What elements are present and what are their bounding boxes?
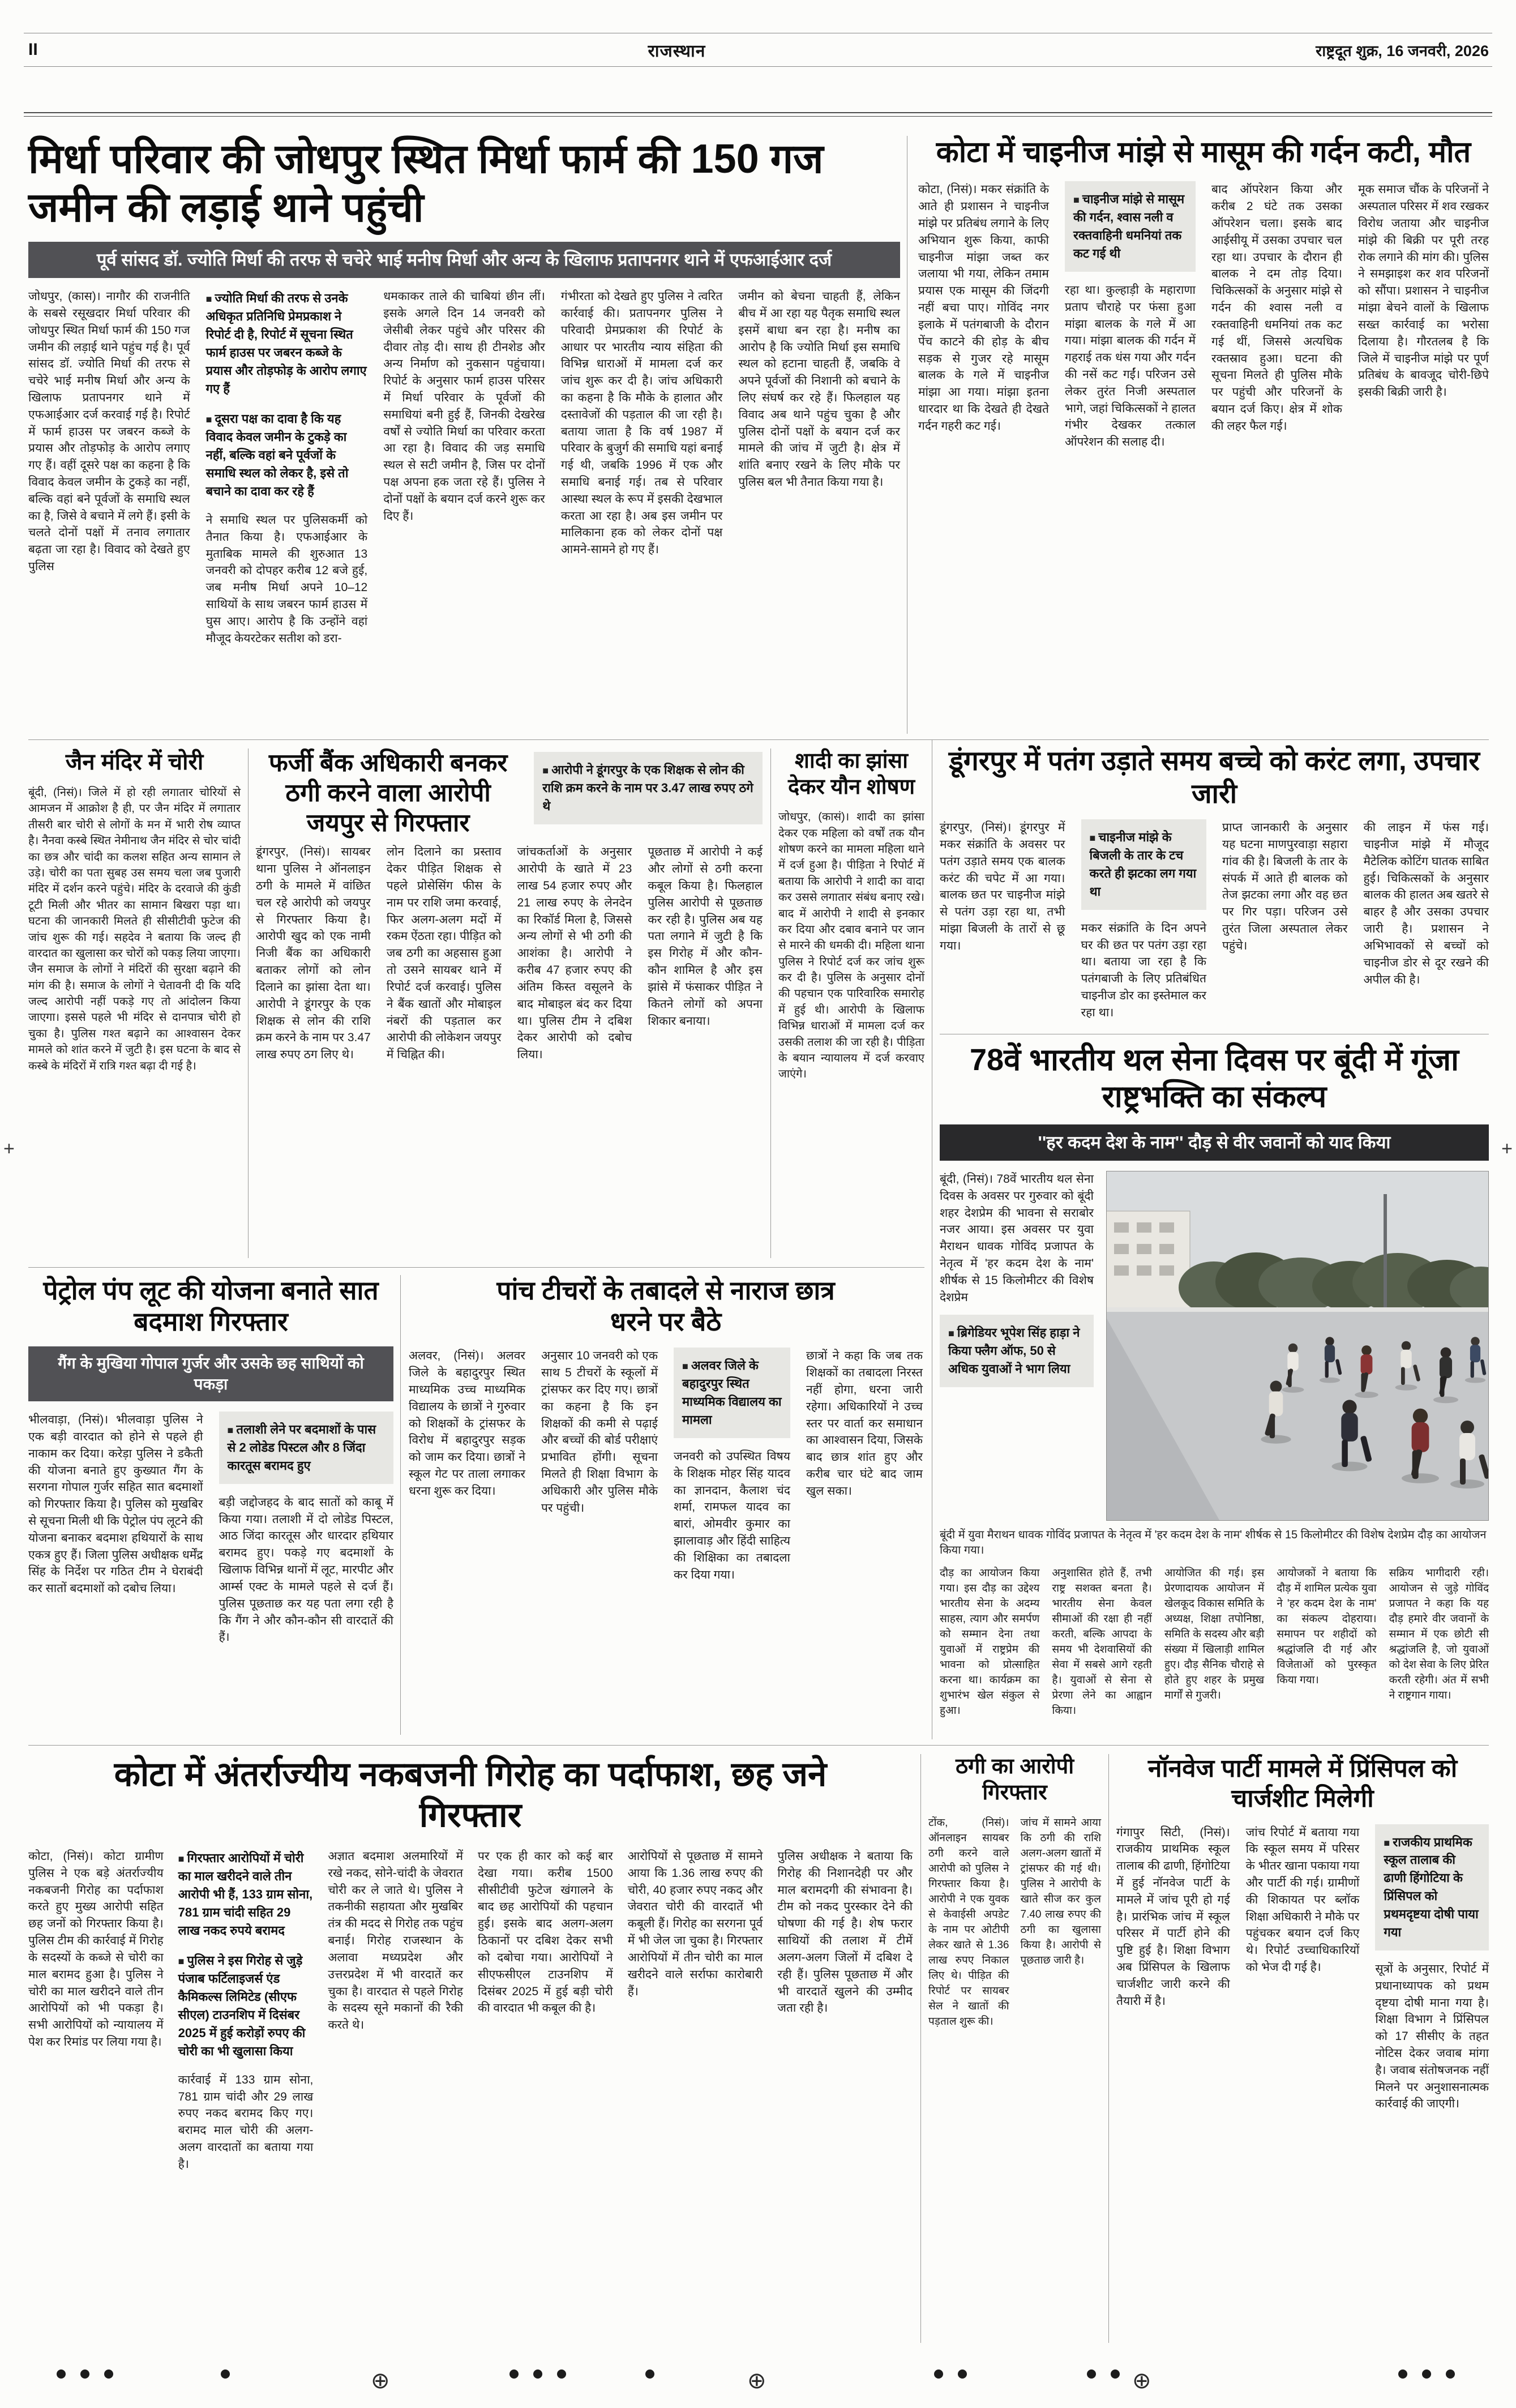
article-fake-bank-officer [256, 749, 763, 1217]
article-kota-manjha [918, 135, 1489, 679]
print-mark-dots [57, 2369, 113, 2379]
petrol-headline: पेट्रोल पंप लूट की योजना बनाते सात बदमाश गिरफ्तार [43, 1276, 379, 1337]
mirdha-bullet-2: ■ दूसरा पक्ष का दावा है कि यह विवाद केवल जमीन के टुकड़े का नहीं, बल्कि वहां बने पूर्वजों के समाधि स्थल को लेकर है, इसे तो बचाने का दावा कर रहे हैं [206, 409, 368, 500]
kota-col-3: बाद ऑपरेशन किया और करीब 2 घंटे तक उसका ऑपरेशन चला। इसके बाद आईसीयू में उसका उपचार चल रहा था। उपचार के दौरान ही बालक ने दम तोड़ दिया। चिकित्सकों के अनुसार मांझे से गर्दन की श्वास नली व रक्तवाहिनी धमनियां तक कट गई थीं, जिससे अत्यधिक रक्तस्राव हुआ। घटना की सूचना मिलते ही पुलिस मौके पर पहुंची और परिजनों के बयान दर्ज किए। क्षेत्र में शोक की लहर फैल गई। [1211, 183, 1342, 433]
mirdha-col-2: ■ ज्योति मिर्धा की तरफ से उनके अधिकृत प्रतिनिधि प्रेमप्रकाश ने रिपोर्ट दी है, रिपोर्ट में सूचना स्थित फार्म हाउस पर जबरन कब्जे के प्रयास और तोड़फोड़ के आरोप लगाए गए हैं ■ दूसरा पक्ष का दावा है कि यह विवाद केवल जमीन के टुकड़े का नहीं, बल्कि वहां बने पूर्वजों के समाधि स्थल को लेकर है, इसे तो बचाने का दावा कर रहे हैं ने समाधि स्थल पर पुलिसकर्मी को तैनात किया है। एफआईआर के मुताबिक मामले की शुरुआत 13 जनवरी को दोपहर करीब 12 बजे हुई, जब मनीष मिर्धा अपने 10–12 साथियों के साथ जबरन फार्म हाउस में घुस आए। आरोप है कि उन्होंने वहां मौजूद केयरटेकर सतीश को डरा- [206, 288, 368, 712]
registration-crosshair: ⊕ [371, 2368, 390, 2393]
article-patang-current [940, 745, 1489, 1019]
army-subtitle-bar: ''हर कदम देश के नाम'' दौड़ से वीर जवानों को याद किया [940, 1124, 1489, 1161]
print-mark-dots [1398, 2369, 1455, 2379]
teachers-col-3: ■ अलवर जिले के बहादुरपुर स्थित माध्यमिक विद्यालय का मामला जनवरी को उपस्थित विषय के शिक्षक मोहर सिंह यादव का ज्ञानदान, कैलाश चंद शर्मा, रामफल यादव का बारां, ओमवीर कुमार का झालावाड़ और हिंदी साहित्य की शिक्षिका का तबादला कर दिया गया। [674, 1348, 790, 1721]
thagi-col-1: टोंक, (निसं)। ऑनलाइन सायबर ठगी करने वाले आरोपी को पुलिस ने गिरफ्तार किया है। आरोपी ने एक युवक से केवाईसी अपडेट के नाम पर ओटीपी लेकर खाते से 1.36 लाख रुपए निकाल लिए थे। पीड़ित की रिपोर्ट पर सायबर सेल ने खातों की पड़ताल शुरू की। [928, 1817, 1009, 2028]
kota-col-4: मूक समाज चौंक के परिजनों ने अस्पताल परिसर में शव रखकर विरोध जताया और चाइनीज मांझे की बिक्री पर पूरी तरह रोक लगाने की मांग की। पुलिस ने समझाइश कर शव परिजनों को सौंपा। प्रशासन ने चाइनीज मांझा बेचने वालों के खिलाफ सख्त कार्रवाई का भरोसा दिलाया है। गौरतलब है कि जिले में चाइनीज मांझे पर पूर्ण प्रतिबंध के बावजूद चोरी-छिपे इसकी बिक्री जारी है। [1358, 183, 1489, 399]
petrol-col-1: भीलवाड़ा, (निसं)। भीलवाड़ा पुलिस ने एक बड़ी वारदात को होने से पहले ही नाकाम कर दिया। करेड़ा पुलिस ने डकैती की योजना बनाते हुए कुख्यात गैंग के सरगना गोपाल गुर्जर सहित सात बदमाशों को गिरफ्तार किया है। पुलिस को मुखबिर से सूचना मिली थी कि पेट्रोल पंप लूटने की योजना बनाकर बदमाश हथियारों के साथ एकत्र हुए हैं। जिला पुलिस अधीक्षक धर्मेंद्र सिंह के निर्देश पर गठित टीम ने घेराबंदी कर सातों बदमाशों को दबोच लिया। [28, 1413, 203, 1596]
teachers-col-2: अनुसार 10 जनवरी को एक साथ 5 टीचरों के स्कूलों में ट्रांसफर कर दिए गए। छात्रों का कहना है कि इन शिक्षकों की कमी से पढ़ाई और बच्चों की बोर्ड परीक्षाएं प्रभावित होंगी। सूचना मिलते ही शिक्षा विभाग के अधिकारी और पुलिस मौके पर पहुंची। [541, 1349, 658, 1515]
kota-col-1: कोटा, (निसं)। मकर संक्रांति के आते ही प्रशासन ने चाइनीज मांझे पर प्रतिबंध लगाने के लिए अभियान शुरू किया, काफी चाइनीज मांझा जब्त कर जलाया भी गया, लेकिन तमाम प्रयास एक मासूम की जिंदगी नहीं बचा पाए। गोविंद नगर इलाके में पतंगबाजी के दौरान पेंच काटने की होड़ के बीच सड़क से गुजर रहे मासूम बालक के गले में चाइनीज मांझा आ गया। मांझा इतना धारदार था कि देखते ही देखते गर्दन गहरी कट गई। [918, 183, 1049, 433]
army-col-3: आयोजित की गई। इस प्रेरणादायक आयोजन में खेलकूद विकास समिति के अध्यक्ष, शिक्षा तपोनिष्ठा, समिति के सदस्य और बड़ी संख्या में खिलाड़ी शामिल हुए। दौड़ सैनिक चौराहे से होते हुए शहर के प्रमुख मार्गों से गुजरी। [1164, 1567, 1265, 1701]
nonveg-box: ■ राजकीय प्राथमिक स्कूल तालाब की ढाणी हिंगोटिया के प्रिंसिपल को प्रथमदृष्टया दोषी पाया गया [1375, 1824, 1489, 1951]
shaadi-body: जोधपुर, (कासं)। शादी का झांसा देकर एक महिला को वर्षों तक यौन शोषण करने का मामला महिला थाने में दर्ज हुआ है। पीड़िता ने रिपोर्ट में बताया कि आरोपी ने शादी का वादा कर उससे लगातार संबंध बनाए रखे। बाद में आरोपी ने शादी से इनकार कर दिया और दबाव बनाने पर जान से मारने की धमकी दी। महिला थाना पुलिस ने रिपोर्ट दर्ज कर जांच शुरू कर दी है। पुलिस के अनुसार दोनों की पहचान एक पारिवारिक समारोह में हुई थी। आरोपी के खिलाफ विभिन्न धाराओं में मामला दर्ज कर उसकी तलाश की जा रही है। पीड़िता के बयान न्यायालय में दर्ज करवाए जाएंगे। [778, 811, 924, 1081]
mirdha-col-5: जमीन को बेचना चाहती हैं, लेकिन बीच में आ रहा यह पैतृक समाधि स्थल इसमें बाधा बन रहा है। मनीष का आरोप है कि ज्योति मिर्धा इस समाधि स्थल को हटाना चाहती हैं, जबकि वे अपने पूर्वजों की निशानी को बचाने के लिए संघर्ष कर रहे हैं। फिलहाल यह विवाद अब थाने पहुंच चुका है और पुलिस दोनों पक्षों के बयान दर्ज कर मामले की जांच में जुटी है। क्षेत्र में शांति बनाए रखने के लिए मौके पर पुलिस बल भी तैनात किया गया है। [738, 290, 900, 489]
section-title: राजस्थान [648, 41, 706, 61]
nonveg-col-2: जांच रिपोर्ट में बताया गया कि स्कूल समय में परिसर के भीतर खाना पकाया गया और पार्टी की गई। ग्रामीणों की शिकायत पर ब्लॉक शिक्षा अधिकारी ने मौके पर पहुंचकर बयान दर्ज किए थे। रिपोर्ट उच्चाधिकारियों को भेज दी गई है। [1245, 1825, 1360, 1974]
army-run-photo [1106, 1171, 1489, 1521]
left-registration-mark: + [3, 1138, 15, 1160]
article-shaadi-case [778, 749, 924, 1083]
article-teachers-transfer-protest [409, 1275, 923, 1721]
divider-thagi-nonveg [1108, 1754, 1109, 2343]
print-mark-dots [934, 2369, 967, 2379]
patang-col-4: की लाइन में फंस गई। चाइनीज मांझे में मौजूद मैटेलिक कोटिंग घातक साबित हुई। चिकित्सकों के अनुसार बालक की हालत अब खतरे से बाहर है और उसका उपचार जारी है। प्रशासन ने अभिभावकों से बच्चों को चाइनीज डोर से दूर रखने की अपील की है। [1363, 821, 1489, 986]
patang-col-3: प्राप्त जानकारी के अनुसार यह घटना माणपुरवाड़ा सहारा गांव की है। बिजली के तार के संपर्क में आते ही बालक को तेज झटका लगा और वह छत पर गिर पड़ा। परिजन उसे तुरंत जिला अस्पताल लेकर पहुंचे। [1222, 821, 1348, 952]
divider-band2-top [28, 739, 1489, 740]
divider-jain-farji [248, 749, 249, 1258]
nakab-col-3: अज्ञात बदमाश अलमारियों में रखे नकद, सोने-चांदी के जेवरात चोरी कर ले जाते थे। पुलिस ने तकनीकी सहायता और मुखबिर तंत्र की मदद से गिरोह तक पहुंच बनाई। गिरोह राजस्थान के अलावा मध्यप्रदेश और उत्तरप्रदेश में भी वारदातें कर चुका है। वारदात से पहले गिरोह के सदस्य सूने मकानों की रैकी करते थे। [328, 1850, 464, 2032]
farji-col-2: लोन दिलाने का प्रस्ताव देकर पीड़ित शिक्षक से पहले प्रोसेसिंग फीस के नाम पर राशि जमा करवाई, फिर अलग-अलग मदों में रकम ऐंठता रहा। पीड़ित को जब ठगी का अहसास हुआ तो उसने सायबर थाने में रिपोर्ट दर्ज करवाई। पुलिस ने बैंक खातों और मोबाइल नंबरों की पड़ताल कर आरोपी की लोकेशन जयपुर में चिह्नित की। [386, 845, 502, 1062]
print-mark-dots [221, 2369, 230, 2379]
mirdha-headline: मिर्धा परिवार की जोधपुर स्थित मिर्धा फार्म की 150 गज जमीन की लड़ाई थाने पहुंची [28, 136, 824, 231]
nakab-bullet-2: ■ पुलिस ने इस गिरोह से जुड़े पंजाब फर्टिलाइजर्स एंड कैमिकल्स लिमिटेड (सीएफ सीएल) टाउनशिप में दिसंबर 2025 में हुई करोड़ों रुपए की चोरी का भी खुलासा किया [178, 1951, 314, 2060]
nakab-col-1: कोटा, (निसं)। कोटा ग्रामीण पुलिस ने एक बड़े अंतर्राज्यीय नकबजनी गिरोह का पर्दाफाश करते हुए मुख्य आरोपी सहित छह जनों को गिरफ्तार किया है। पुलिस टीम की कार्रवाई में गिरोह के सदस्यों के कब्जे से चोरी का माल बरामद हुआ है। पुलिस ने चोरी का माल खरीदने वाले तीन आरोपियों को भी पकड़ा है। सभी आरोपियों को न्यायालय में पेश कर रिमांड पर लिया गया है। [28, 1850, 164, 2048]
army-col-1: दौड़ का आयोजन किया गया। इस दौड़ का उद्देश्य भारतीय सेना के अदम्य साहस, त्याग और समर्पण को सम्मान देना तथा युवाओं में राष्ट्रप्रेम की भावना को प्रोत्साहित करना था। कार्यक्रम का शुभारंभ खेल संकुल से हुआ। [940, 1567, 1040, 1717]
article-kota-burglary-gang [28, 1754, 913, 2301]
army-intro-column [940, 1171, 1094, 1521]
mirdha-bullet-1: ■ ज्योति मिर्धा की तरफ से उनके अधिकृत प्रतिनिधि प्रेमप्रकाश ने रिपोर्ट दी है, रिपोर्ट में सूचना स्थित फार्म हाउस पर जबरन कब्जे के प्रयास और तोड़फोड़ के आरोप लगाए गए हैं [206, 288, 368, 397]
army-col-4: आयोजकों ने बताया कि दौड़ में शामिल प्रत्येक युवा ने 'हर कदम देश के नाम' का संकल्प दोहराया। समापन पर शहीदों को श्रद्धांजलि दी गई और विजेताओं को पुरस्कृत किया गया। [1277, 1567, 1377, 1686]
divider-nakab-thagi [920, 1754, 921, 2343]
patang-headline: डूंगरपुर में पतंग उड़ाते समय बच्चे को करंट लगा, उपचार जारी [949, 746, 1480, 809]
article-jain-temple-theft [28, 749, 241, 1074]
petrol-box: ■ तलाशी लेने पर बदमाशों के पास से 2 लोडेड पिस्टल और 8 जिंदा कारतूस बरामद हुए [219, 1412, 394, 1484]
masthead-double-rule [24, 112, 1492, 117]
nakab-col-6: पुलिस अधीक्षक ने बताया कि गिरोह की निशानदेही पर और माल बरामदगी की संभावना है। टीम को नकद पुरस्कार देने की घोषणा की गई है। शेष फरार साथियों की तलाश में टीमें अलग-अलग जिलों में दबिश दे रही हैं। पुलिस पूछताछ में और भी वारदातें खुलने की उम्मीद जता रही है। [777, 1850, 913, 2015]
article-mirdha-farm [28, 135, 900, 712]
print-mark-dots [509, 2369, 566, 2379]
divider-farji-shaadi [770, 749, 771, 1258]
teachers-box: ■ अलवर जिले के बहादुरपुर स्थित माध्यमिक विद्यालय का मामला [674, 1348, 790, 1438]
jain-headline: जैन मंदिर में चोरी [65, 750, 204, 775]
jain-body: बूंदी, (निसं)। जिले में हो रही लगातार चोरियों से आमजन में आक्रोश है ही, पर जैन मंदिर में लगातार तीसरी बार चोरी से लोगों के मन में भारी रोष व्याप्त है। नैनवा कस्बे स्थित नेमीनाथ जैन मंदिर से चोर चांदी का छत्र और चांदी का कलश सहित अन्य सामान ले उड़े। चोरी का पता सुबह उस समय चला जब पुजारी मंदिर में दर्शन करने पहुंचे। मंदिर के दरवाजे की कुंडी टूटी मिली और भीतर का सामान बिखरा पड़ा था। घटना की जानकारी मिलते ही सीसीटीवी फुटेज की जांच शुरू की गई। सहदेव ने बताया कि जल्द ही वारदात का खुलासा कर चोरों को पकड़ लिया जाएगा। जैन समाज के लोगों ने मंदिरों की सुरक्षा बढ़ाने की मांग की है। समाज के लोगों ने चेतावनी दी कि यदि जल्द आरोपी नहीं पकड़े गए तो आंदोलन किया जाएगा। इससे पहले भी मंदिर से दानपात्र चोरी हो चुका है। पुलिस गश्त बढ़ाने का आश्वासन देकर मामले को शांत करने में जुटी है। इस घटना के बाद से कस्बे के मंदिरों में रात्रि गश्त बढ़ा दी गई है। [28, 786, 241, 1072]
kota-box: ■ चाइनीज मांझे से मासूम की गर्दन, श्वास नली व रक्तवाहिनी धमनियां तक कट गई थी [1065, 181, 1196, 272]
nonveg-col-3: ■ राजकीय प्राथमिक स्कूल तालाब की ढाणी हिंगोटिया के प्रिंसिपल को प्रथमदृष्टया दोषी पाया गया सूत्रों के अनुसार, रिपोर्ट में प्रधानाध्यापक को प्रथम दृष्टया दोषी माना गया है। शिक्षा विभाग ने प्रिंसिपल को 17 सीसीए के तहत नोटिस देकर जवाब मांगा है। जवाब संतोषजनक नहीं मिलने पर अनुशासनात्मक कार्रवाई की जाएगी। [1375, 1824, 1489, 2300]
army-intro: बूंदी, (निसं)। 78वें भारतीय थल सेना दिवस के अवसर पर गुरुवार को बूंदी शहर देशप्रेम की भावना से सराबोर नजर आया। इस अवसर पर युवा मैराथन धावक गोविंद प्रजापत के नेतृत्व में 'हर कदम देश के नाम' शीर्षक से 15 किलोमीटर की विशेष देशप्रेम [940, 1172, 1094, 1304]
teachers-headline: पांच टीचरों के तबादले से नाराज छात्र धरने पर बैठे [496, 1276, 835, 1337]
mirdha-col-4: गंभीरता को देखते हुए पुलिस ने त्वरित कार्रवाई की। प्रतापनगर पुलिस ने परिवादी प्रेमप्रकाश की रिपोर्ट के आधार पर भारतीय न्याय संहिता की विभिन्न धाराओं में मामला दर्ज कर जांच शुरू कर दी है। जांच अधिकारी का कहना है कि मौके के हालात और दस्तावेजों की पड़ताल की जा रही है। बताया जाता है कि वर्ष 1987 में परिवार के बुजुर्ग की समाधि यहां बनाई गई थी, जबकि 1996 में एक और समाधि बनाई गई। तब से परिवार आस्था स्थल के रूप में इसकी देखभाल करता आ रहा है। अब इस जमीन पर मालिकाना हक को लेकर दोनों पक्ष आमने-सामने हो गए हैं। [560, 290, 723, 557]
army-headline: 78वें भारतीय थल सेना दिवस पर बूंदी में गूंजा राष्ट्रभक्ति का संकल्प [970, 1043, 1459, 1114]
nakab-bullet-1: ■ गिरफ्तार आरोपियों में चोरी का माल खरीदने वाले तीन आरोपी भी हैं, 133 ग्राम सोना, 781 ग्राम चांदी सहित 29 लाख नकद रुपये बरामद [178, 1848, 314, 1939]
divider-petrol-teachers [400, 1275, 401, 1735]
teachers-col-4: छात्रों ने कहा कि जब तक शिक्षकों का तबादला निरस्त नहीं होगा, धरना जारी रहेगा। अधिकारियों ने उच्च स्तर पर वार्ता कर समाधान का आश्वासन दिया, जिसके बाद छात्र शांत हुए और करीब चार घंटे बाद जाम खुल सका। [806, 1349, 923, 1498]
farji-col-3: जांचकर्ताओं के अनुसार आरोपी के खाते में 23 लाख 54 हजार रुपए और 21 लाख रुपए के लेनदेन का रिकॉर्ड मिला है, जिससे अन्य लोगों से भी ठगी की आशंका है। आरोपी ने करीब 47 हजार रुपए की अंतिम किस्त वसूलने के बाद मोबाइल बंद कर दिया था। पुलिस टीम ने दबिश देकर आरोपी को दबोच लिया। [517, 845, 632, 1062]
mirdha-subhead-bar: पूर्व सांसद डॉ. ज्योति मिर्धा की तरफ से चचेरे भाई मनीष मिर्धा और अन्य के खिलाफ प्रतापनगर थाने में एफआईआर दर्ज [28, 242, 900, 278]
patang-col-1: डूंगरपुर, (निसं)। डूंगरपुर में मकर संक्रांति के अवसर पर पतंग उड़ाते समय एक बालक करंट की चपेट में आ गया। बालक छत पर चाइनीज मांझे से पतंग उड़ा रहा था, तभी मांझा बिजली के तारों से छू गया। [940, 821, 1065, 952]
nonveg-col-1: गंगापुर सिटी, (निसं)। राजकीय प्राथमिक स्कूल तालाब की ढाणी, हिंगोटिया में हुई नॉनवेज पार्टी के मामले में जांच पूरी हो गई है। प्रारंभिक जांच में स्कूल परिसर में पार्टी होने की पुष्टि हुई है। शिक्षा विभाग अब प्रिंसिपल के खिलाफ चार्जशीट जारी करने की तैयारी में है। [1116, 1825, 1230, 2008]
page-number: II [28, 40, 38, 59]
footer-print-marks [0, 2369, 1516, 2398]
print-mark-dots [645, 2369, 654, 2379]
petrol-col-2: ■ तलाशी लेने पर बदमाशों के पास से 2 लोडेड पिस्टल और 8 जिंदा कारतूस बरामद हुए बड़ी जद्दोजहद के बाद सातों को काबू में किया गया। तलाशी में दो लोडेड पिस्टल, आठ जिंदा कारतूस और धारदार हथियार बरामद हुए। पकड़े गए बदमाशों के खिलाफ विभिन्न थानों में लूट, मारपीट और आर्म्स एक्ट के मामले पहले से दर्ज हैं। पुलिस पूछताछ कर यह पता लगा रही है कि गैंग ने और कौन-कौन सी वारदातें की हैं। [219, 1412, 394, 1751]
article-fraud-arrest [928, 1754, 1101, 2314]
patang-box: ■ चाइनीज मांझे के बिजली के तार के टच करते ही झटका लग गया था [1081, 819, 1207, 910]
mirdha-col-3: धमकाकर ताले की चाबियां छीन लीं। इसके अगले दिन 14 जनवरी को जेसीबी लेकर पहुंचे और परिसर की दीवार तोड़ दी। साथ ही टीनशेड और अन्य निर्माण को नुकसान पहुंचाया। रिपोर्ट के अनुसार फार्म हाउस परिसर में मिर्धा परिवार के पूर्वजों की समाधियां बनी हुई हैं, जिनकी देखरेख वर्षों से ज्योति मिर्धा का परिवार करता आ रहा है। विवाद की जड़ समाधि स्थल से सटी जमीन है, जिस पर दोनों पक्ष अपना हक जता रहे हैं। पुलिस ने दोनों पक्षों के बयान दर्ज करने शुरू कर दिए हैं। [383, 290, 545, 523]
army-photo-caption: बूंदी में युवा मैराथन धावक गोविंद प्रजापत के नेतृत्व में 'हर कदम देश के नाम' शीर्षक से 15 किलोमीटर की विशेष देशप्रेम दौड़ का आयोजन किया गया। [940, 1528, 1487, 1556]
article-petrol-pump-gang [28, 1275, 393, 1751]
divider-band3-top [28, 1267, 924, 1268]
army-col-5: सक्रिय भागीदारी रही। आयोजन से जुड़े गोविंद प्रजापत ने कहा कि यह दौड़ हमारे वीर जवानों के सम्मान में एक छोटी सी श्रद्धांजलि है, जो युवाओं को देश सेवा के लिए प्रेरित करती रहेगी। अंत में सभी ने राष्ट्रगान गाया। [1389, 1567, 1489, 1701]
nonveg-headline: नॉनवेज पार्टी मामले में प्रिंसिपल को चार्जशीट मिलेगी [1147, 1755, 1458, 1812]
kota-col-2: ■ चाइनीज मांझे से मासूम की गर्दन, श्वास नली व रक्तवाहिनी धमनियां तक कट गई थी रहा था। कुल्हाड़ी के महाराणा प्रताप चौराहे पर फंसा हुआ मांझा बालक के गले में आ गया। मांझा बालक की गर्दन में गहराई तक धंस गया और गर्दन की नसें कट गईं। परिजन उसे लेकर तुरंत निजी अस्पताल भागे, जहां चिकित्सकों ने हालत गंभीर देखकर तत्काल ऑपरेशन की सलाह दी। [1065, 181, 1196, 679]
kota-headline: कोटा में चाइनीज मांझे से मासूम की गर्दन कटी, मौत [936, 136, 1471, 169]
nakab-col-2: ■ गिरफ्तार आरोपियों में चोरी का माल खरीदने वाले तीन आरोपी भी हैं, 133 ग्राम सोना, 781 ग्राम चांदी सहित 29 लाख नकद रुपये बरामद ■ पुलिस ने इस गिरोह से जुड़े पंजाब फर्टिलाइजर्स एंड कैमिकल्स लिमिटेड (सीएफ सीएल) टाउनशिप में दिसंबर 2025 में हुई करोड़ों रुपए की चोरी का भी खुलासा किया कार्रवाई में 133 ग्राम सोना, 781 ग्राम चांदी और 29 लाख रुपए नकद बरामद किए गए। बरामद माल चोरी की अलग-अलग वारदातों का बताया गया है। [178, 1848, 314, 2301]
print-mark-dots [1087, 2369, 1120, 2379]
mirdha-col-1: जोधपुर, (कास)। नागौर की राजनीति के सबसे रसूखदार मिर्धा परिवार की जोधपुर स्थित मिर्धा फार्म की 150 गज जमीन की लड़ाई थाने पहुंच गई है। पूर्व सांसद डॉ. ज्योति मिर्धा की तरफ से चचेरे भाई मनीष मिर्धा और अन्य के खिलाफ प्रतापनगर थाने में एफआईआर दर्ज करवाई गई है। रिपोर्ट में फार्म हाउस पर जबरन कब्जे के प्रयास और तोड़फोड़ के आरोप लगाए गए हैं। वहीं दूसरे पक्ष का कहना है कि विवाद केवल जमीन के टुकड़े का नहीं, बल्कि वहां बने पूर्वजों के समाधि स्थल का है, जिसे वे बचाने में लगे हैं। इसी के चलते दोनों पक्षों में तनाव लगातार बढ़ता जा रहा है। विवाद को देखते हुए पुलिस [28, 290, 190, 574]
farji-col-1: डूंगरपुर, (निसं)। सायबर थाना पुलिस ने ऑनलाइन ठगी के मामले में वांछित चल रहे आरोपी को जयपुर से गिरफ्तार किया है। आरोपी खुद को एक नामी निजी बैंक का अधिकारी बताकर लोगों को लोन दिलाने का झांसा देता था। आरोपी ने डूंगरपुर के एक शिक्षक से लोन की राशि क्रम करने के नाम पर 3.47 लाख रुपए ठग लिए थे। [256, 845, 371, 1062]
thagi-headline: ठगी का आरोपी गिरफ्तार [955, 1755, 1074, 1804]
article-nonveg-chargesheet [1116, 1754, 1489, 2300]
masthead [24, 33, 1492, 67]
divider-band4-top [28, 1745, 1489, 1746]
masthead-date: राष्ट्रदूत शुक्र, 16 जनवरी, 2026 [1316, 42, 1489, 59]
thagi-col-2: जांच में सामने आया कि ठगी की राशि अलग-अलग खातों में ट्रांसफर की गई थी। पुलिस ने आरोपी के खाते सीज कर कुल 7.40 लाख रुपए की ठगी का खुलासा किया है। आरोपी से पूछताछ जारी है। [1020, 1817, 1101, 1966]
registration-crosshair: ⊕ [747, 2368, 766, 2393]
nakab-headline: कोटा में अंतर्राज्यीय नकबजनी गिरोह का पर्दाफाश, छह जने गिरफ्तार [114, 1755, 827, 1834]
shaadi-headline: शादी का झांसा देकर यौन शोषण [787, 749, 915, 799]
right-registration-mark: + [1501, 1138, 1513, 1160]
nakab-col-4: पर एक ही कार को कई बार देखा गया। करीब 1500 सीसीटीवी फुटेज खंगालने के बाद छह आरोपियों की पहचान हुई। इसके बाद अलग-अलग ठिकानों पर दबिश देकर सभी को दबोचा गया। आरोपियों ने सीएफसीएल टाउनशिप में दिसंबर 2025 में हुई बड़ी चोरी की वारदात भी कबूल की है। [478, 1850, 613, 2015]
farji-box: ■ आरोपी ने डूंगरपुर के एक शिक्षक से लोन की राशि क्रम करने के नाम पर 3.47 लाख रुपए ठगे थे [534, 752, 763, 824]
farji-col-4: पूछताछ में आरोपी ने कई और लोगों से ठगी करना कबूल किया है। फिलहाल पुलिस आरोपी से पूछताछ कर रही है। पुलिस अब यह पता लगाने में जुटी है कि इस गिरोह में और कौन-कौन शामिल है और इस झांसे में फंसाकर पीड़ित ने कितने लोगों को अपना शिकार बनाया। [648, 845, 763, 1028]
farji-headline: फर्जी बैंक अधिकारी बनकर ठगी करने वाला आरोपी जयपुर से गिरफ्तार [268, 749, 508, 837]
army-flagoff-box: ■ ब्रिगेडियर भूपेश सिंह हाड़ा ने किया फ्लैग ऑफ, 50 से अधिक युवाओं ने भाग लिया [940, 1315, 1094, 1387]
patang-col-2: ■ चाइनीज मांझे के बिजली के तार के टच करते ही झटका लग गया था मकर संक्रांति के दिन अपने घर की छत पर पतंग उड़ा रहा था। बताया जा रहा है कि पतंगबाजी के लिए प्रतिबंधित चाइनीज डोर का इस्तेमाल कर रहा था। [1081, 819, 1207, 1019]
petrol-subhead-bar: गैंग के मुखिया गोपाल गुर्जर और उसके छह साथियों को पकड़ा [28, 1346, 393, 1401]
article-army-day-run [940, 1042, 1489, 1736]
army-run-photo-illustration [1107, 1171, 1488, 1520]
army-col-2: अनुशासित होते हैं, तभी राष्ट्र सशक्त बनता है। भारतीय सेना केवल सीमाओं की रक्षा ही नहीं करती, बल्कि आपदा के समय भी देशवासियों की सेवा में सबसे आगे रहती है। युवाओं से सेना से प्रेरणा लेने का आह्वान किया। [1052, 1567, 1152, 1717]
teachers-col-1: अलवर, (निसं)। अलवर जिले के बहादुरपुर स्थित माध्यमिक उच्च माध्यमिक विद्यालय के छात्रों ने गुरुवार को शिक्षकों के ट्रांसफर के विरोध में बहादुरपुर सड़क को जाम कर दिया। छात्रों ने स्कूल गेट पर ताला लगाकर धरना शुरू कर दिया। [409, 1349, 525, 1498]
nakab-col-5: आरोपियों से पूछताछ में सामने आया कि 1.36 लाख रुपए की चोरी, 40 हजार रुपए नकद और जेवरात चोरी की वारदातें भी कबूली हैं। गिरोह का सरगना पूर्व में भी जेल जा चुका है। गिरफ्तार आरोपियों में तीन चोरी का माल खरीदने वाले सर्राफा कारोबारी हैं। [627, 1850, 763, 1998]
registration-crosshair: ⊕ [1132, 2368, 1151, 2393]
